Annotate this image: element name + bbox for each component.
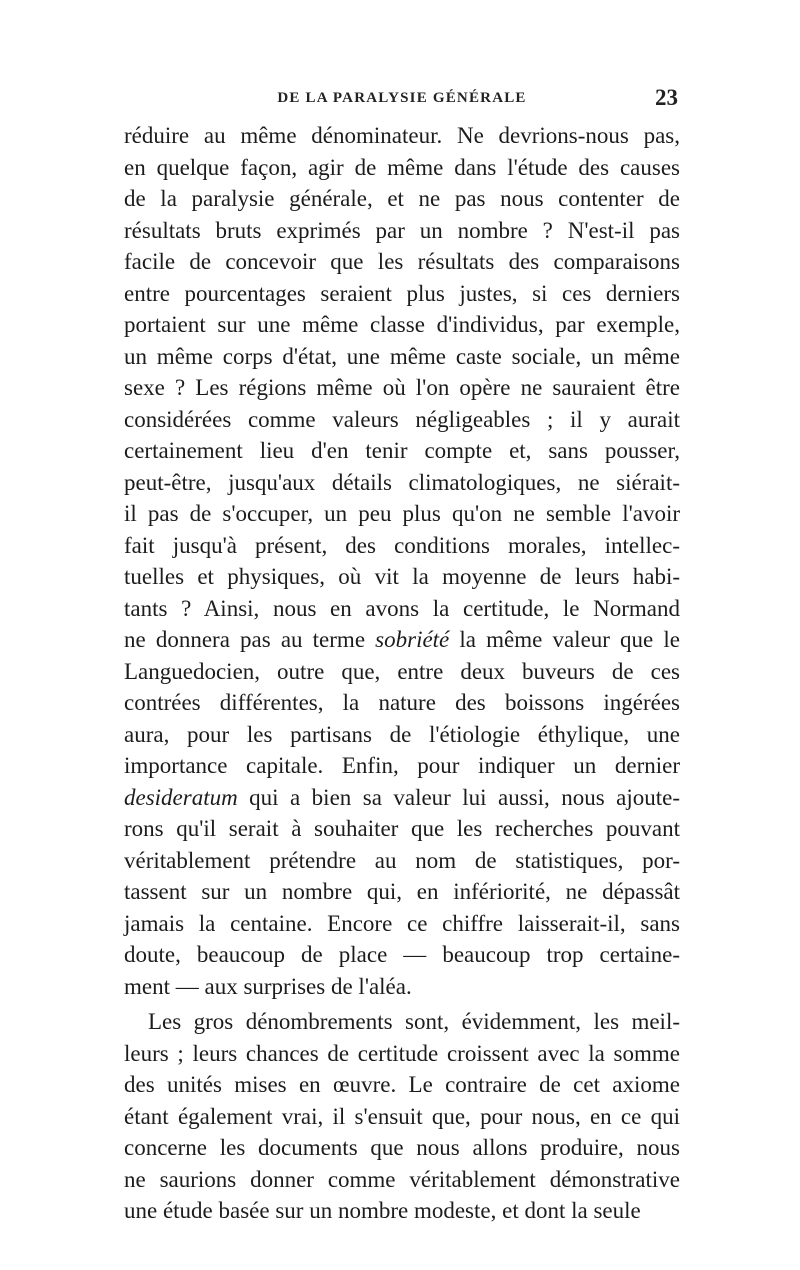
- text-line: une étude basée sur un nombre modeste, et dont la seule: [124, 1198, 641, 1223]
- text-run: ne donnera pas au terme: [124, 627, 376, 652]
- text-line: résultats bruts exprimés par un nombre ? N'est-il pas: [124, 217, 680, 243]
- paragraph-2: [124, 1006, 680, 1227]
- text-line: fait jusqu'à présent, des conditions morales, intellec-: [124, 532, 680, 558]
- text-line: aura, pour les partisans de l'étiologie éthylique, une: [124, 721, 680, 747]
- text-line: en quelque façon, agir de même dans l'étude des causes: [124, 154, 680, 180]
- text-line: étant également vrai, il s'ensuit que, pour nous, en ce qui: [124, 1103, 680, 1129]
- text-line: tants ? Ainsi, nous en avons la certitude, le Normand: [124, 595, 680, 621]
- text-line: rons qu'il serait à souhaiter que les recherches pouvant: [124, 816, 680, 841]
- text-run: la même valeur que le: [449, 627, 680, 652]
- text-run: qui a bien sa valeur lui aussi, nous ajoute-: [237, 784, 680, 810]
- text-line: importance capitale. Enfin, pour indiquer un dernier: [124, 753, 680, 778]
- page-number: 23: [655, 85, 678, 110]
- text-line: Languedocien, outre que, entre deux buveurs de ces: [124, 658, 680, 684]
- text-line: considérées comme valeurs négligeables ; il y aurait: [124, 406, 680, 432]
- page-header: [124, 86, 680, 116]
- italic-term: sobriété: [375, 627, 450, 652]
- text-line: de la paralysie générale, et ne pas nous contenter de: [124, 186, 680, 211]
- running-title: DE LA PARALYSIE GÉNÉRALE: [277, 90, 527, 106]
- paragraph-1: [124, 120, 680, 1002]
- text-line: entre pourcentages seraient plus justes, si ces derniers: [124, 280, 680, 306]
- text-line: portaient sur une même classe d'individus, par exemple,: [124, 312, 680, 337]
- text-line: des unités mises en œuvre. Le contraire de cet axiome: [124, 1072, 680, 1097]
- text-line: leurs ; leurs chances de certitude croissent avec la somme: [124, 1040, 680, 1066]
- text-line: Les gros dénombrements sont, évidemment, les meil-: [148, 1009, 680, 1034]
- text-line: ment — aux surprises de l'aléa.: [124, 973, 412, 999]
- text-line: tassent sur un nombre qui, en infériorité, ne dépassât: [124, 879, 680, 904]
- text-line: concerne les documents que nous allons produire, nous: [124, 1135, 680, 1160]
- text-line: [124, 782, 680, 814]
- text-line: certainement lieu d'en tenir compte et, sans pousser,: [124, 438, 680, 463]
- text-line: doute, beaucoup de place — beaucoup trop certaine-: [124, 942, 680, 967]
- text-line: [124, 624, 680, 656]
- body-text: [124, 120, 680, 1227]
- text-line: sexe ? Les régions même où l'on opère ne sauraient être: [124, 375, 680, 400]
- text-line: jamais la centaine. Encore ce chiffre laisserait-il, sans: [124, 910, 680, 936]
- text-line: peut-être, jusqu'aux détails climatologiques, ne siérait-: [124, 469, 680, 495]
- text-line: réduire au même dénominateur. Ne devrions-nous pas,: [124, 123, 680, 148]
- text-line: il pas de s'occuper, un peu plus qu'on ne semble l'avoir: [124, 501, 680, 526]
- text-line: facile de concevoir que les résultats des comparaisons: [124, 249, 680, 274]
- text-line: un même corps d'état, une même caste sociale, un même: [124, 343, 680, 369]
- text-line: tuelles et physiques, où vit la moyenne de leurs habi-: [124, 564, 680, 589]
- text-line: contrées différentes, la nature des boissons ingérées: [124, 690, 680, 715]
- italic-term: desideratum: [124, 784, 238, 810]
- text-line: ne saurions donner comme véritablement démonstrative: [124, 1166, 680, 1192]
- text-line: véritablement prétendre au nom de statistiques, por-: [124, 847, 680, 873]
